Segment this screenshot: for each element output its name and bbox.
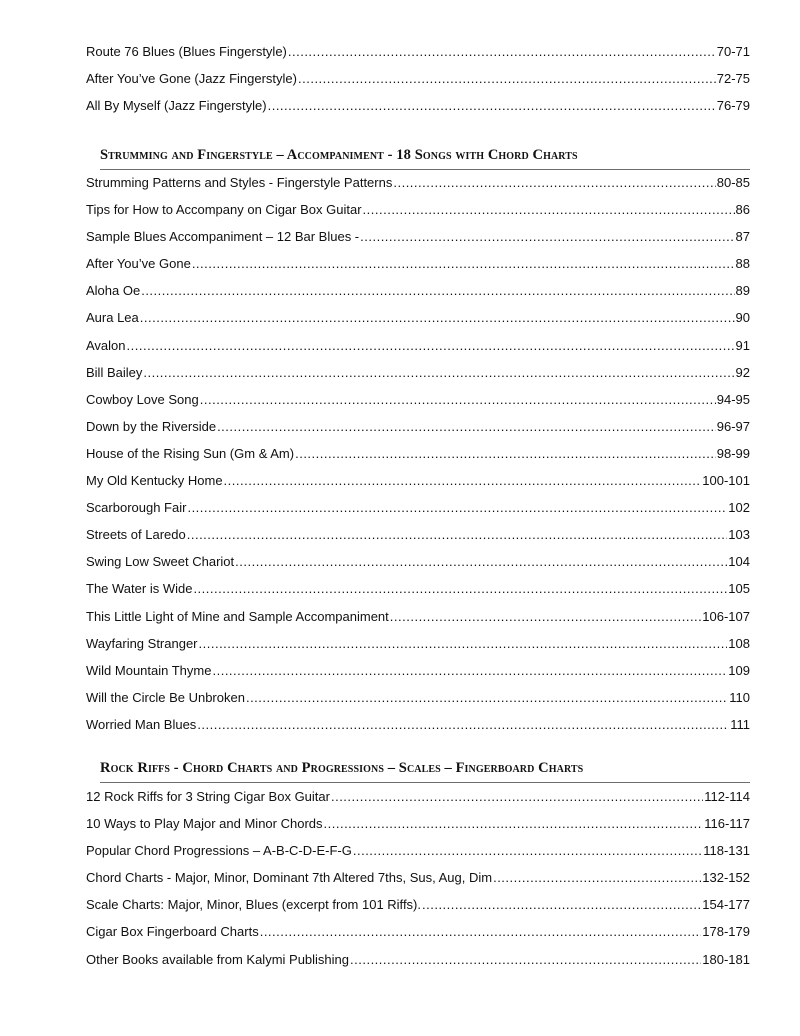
dot-leader <box>298 71 716 86</box>
toc-entry-page: 180-181 <box>702 951 750 967</box>
toc-entry-title: Strumming Patterns and Styles - Fingerstyle Patterns <box>86 175 393 190</box>
toc-entry <box>86 789 750 816</box>
toc-entry-page: 116-117 <box>704 816 750 832</box>
dot-leader <box>143 365 734 380</box>
toc-entry <box>86 663 750 690</box>
toc-entry <box>86 924 750 951</box>
toc-entry-page: 87 <box>735 229 750 245</box>
toc-entry-page: 102 <box>728 500 750 516</box>
toc-entry <box>86 310 750 337</box>
dot-leader <box>235 554 727 569</box>
toc-entry-title: Aura Lea <box>86 310 139 326</box>
toc-entry <box>86 816 750 843</box>
toc-entry <box>86 365 750 392</box>
toc-section-strumming <box>86 175 750 744</box>
toc-entry <box>86 98 750 125</box>
toc-entry <box>86 473 750 500</box>
toc-entry <box>86 338 750 365</box>
toc-entry-title: Cigar Box Fingerboard Charts <box>86 924 259 940</box>
dot-leader <box>187 500 727 515</box>
toc-entry-title: 12 Rock Riffs for 3 String Cigar Box Guitar <box>86 789 330 804</box>
toc-entry <box>86 952 750 979</box>
toc-section-rock <box>86 789 750 979</box>
dot-leader <box>350 952 701 967</box>
toc-entry-page: 70-71 <box>716 44 750 59</box>
toc-entry <box>86 609 750 636</box>
dot-leader <box>193 581 727 596</box>
toc-entry-title: Chord Charts - Major, Minor, Dominant 7th Altered 7ths, Sus, Aug, Dim <box>86 870 493 886</box>
toc-entry <box>86 44 750 71</box>
toc-entry-page: 112-114 <box>704 789 750 804</box>
toc-entry-page: 90 <box>735 310 750 326</box>
toc-entry-page: 106-107 <box>702 608 750 624</box>
toc-entry-page: 86 <box>735 202 750 218</box>
toc-entry <box>86 202 750 229</box>
section-heading-text: Rock Riffs - Chord Charts and Progressions – Scales – Fingerboard Charts <box>100 760 584 776</box>
toc-entry-title: After You’ve Gone <box>86 256 191 272</box>
toc-entry-page: 100-101 <box>702 473 750 489</box>
dot-leader <box>390 609 702 624</box>
toc-entry-title: Scale Charts: Major, Minor, Blues (excerpt from 101 Riffs). <box>86 897 421 913</box>
toc-entry <box>86 870 750 897</box>
dot-leader <box>393 175 715 190</box>
toc-entry <box>86 392 750 419</box>
section-heading-strumming <box>100 143 750 170</box>
dot-leader <box>295 446 716 461</box>
toc-entry <box>86 554 750 581</box>
dot-leader <box>493 870 701 885</box>
toc-entry-title: Bill Bailey <box>86 364 143 380</box>
toc-entry-page: 98-99 <box>716 445 750 461</box>
toc-entry-title: Wayfaring Stranger <box>86 635 198 651</box>
dot-leader <box>212 663 727 678</box>
dot-leader <box>353 843 702 858</box>
toc-entry-page: 88 <box>735 256 750 272</box>
toc-entry <box>86 256 750 283</box>
toc-entry <box>86 283 750 310</box>
toc-entry-title: All By Myself (Jazz Fingerstyle) <box>86 98 267 114</box>
toc-entry-title: Worried Man Blues <box>86 716 197 732</box>
toc-entry-page: 105 <box>728 581 750 597</box>
dot-leader <box>288 44 716 59</box>
toc-entry <box>86 690 750 717</box>
dot-leader <box>260 924 702 939</box>
dot-leader <box>187 527 728 542</box>
dot-leader <box>360 229 734 244</box>
toc-entry-title: After You’ve Gone (Jazz Fingerstyle) <box>86 71 297 87</box>
toc-entry <box>86 229 750 256</box>
toc-entry <box>86 843 750 870</box>
toc-entry-title: Cowboy Love Song <box>86 391 199 407</box>
toc-entry <box>86 419 750 446</box>
dot-leader <box>200 392 716 407</box>
toc-entry-title: 10 Ways to Play Major and Minor Chords <box>86 816 323 832</box>
toc-entry-title: House of the Rising Sun (Gm & Am) <box>86 445 295 461</box>
toc-entry-title: Sample Blues Accompaniment – 12 Bar Blues - <box>86 229 360 245</box>
toc-entry-title: Route 76 Blues (Blues Fingerstyle) <box>86 44 287 59</box>
toc-entry-title: My Old Kentucky Home <box>86 473 223 489</box>
dot-leader <box>363 202 735 217</box>
toc-entry <box>86 527 750 554</box>
toc-entry <box>86 446 750 473</box>
toc-entry-page: 72-75 <box>716 71 750 87</box>
toc-entry-title: Wild Mountain Thyme <box>86 662 212 678</box>
toc-entry-page: 92 <box>735 364 750 380</box>
toc-entry <box>86 500 750 527</box>
dot-leader <box>197 717 729 732</box>
toc-entry-title: Tips for How to Accompany on Cigar Box Guitar <box>86 202 362 218</box>
toc-entry-page: 94-95 <box>716 391 750 407</box>
toc-entry-title: Down by the Riverside <box>86 418 217 434</box>
toc-entry-title: Popular Chord Progressions – A-B-C-D-E-F-G <box>86 843 352 859</box>
toc-entry <box>86 636 750 663</box>
toc-entry-page: 154-177 <box>702 897 750 913</box>
toc-section-intro <box>86 44 750 125</box>
dot-leader <box>422 897 701 912</box>
toc-entry-page: 108 <box>728 635 750 651</box>
toc-entry <box>86 581 750 608</box>
dot-leader <box>199 636 728 651</box>
dot-leader <box>217 419 716 434</box>
toc-entry-title: Will the Circle Be Unbroken <box>86 689 245 705</box>
toc-entry-page: 76-79 <box>716 98 750 114</box>
dot-leader <box>246 690 728 705</box>
dot-leader <box>141 283 734 298</box>
dot-leader <box>127 338 735 353</box>
toc-entry-title: Scarborough Fair <box>86 500 187 516</box>
toc-entry-page: 132-152 <box>702 870 750 886</box>
toc-entry-title: This Little Light of Mine and Sample Accompaniment <box>86 608 389 624</box>
dot-leader <box>268 98 716 113</box>
dot-leader <box>331 789 703 804</box>
toc-entry-page: 103 <box>728 527 750 543</box>
toc-entry-title: Avalon <box>86 337 126 353</box>
toc-entry <box>86 71 750 98</box>
toc-entry-page: 91 <box>735 337 750 353</box>
toc-entry-page: 96-97 <box>716 418 750 434</box>
dot-leader <box>140 310 735 325</box>
dot-leader <box>324 816 704 831</box>
toc-entry <box>86 175 750 202</box>
toc-entry-page: 104 <box>728 554 750 570</box>
toc-entry-page: 110 <box>729 689 750 705</box>
toc-entry-title: Swing Low Sweet Chariot <box>86 554 235 570</box>
toc-entry-page: 118-131 <box>703 843 750 859</box>
toc-entry-title: Other Books available from Kalymi Publishing <box>86 951 350 967</box>
toc-entry-page: 111 <box>730 716 750 732</box>
toc-entry-page: 178-179 <box>702 924 750 940</box>
toc-entry-title: Aloha Oe <box>86 283 141 299</box>
toc-entry-page: 89 <box>735 283 750 299</box>
dot-leader <box>192 256 735 271</box>
toc-entry-page: 109 <box>728 662 750 678</box>
toc-entry <box>86 717 750 744</box>
dot-leader <box>224 473 702 488</box>
toc-entry-page: 80-85 <box>716 175 750 190</box>
section-heading-rock <box>100 756 750 783</box>
toc-entry-title: Streets of Laredo <box>86 527 186 543</box>
toc-entry-title: The Water is Wide <box>86 581 193 597</box>
toc-entry <box>86 897 750 924</box>
section-heading-text: Strumming and Fingerstyle – Accompaniment - 18 Songs with Chord Charts <box>100 147 578 163</box>
